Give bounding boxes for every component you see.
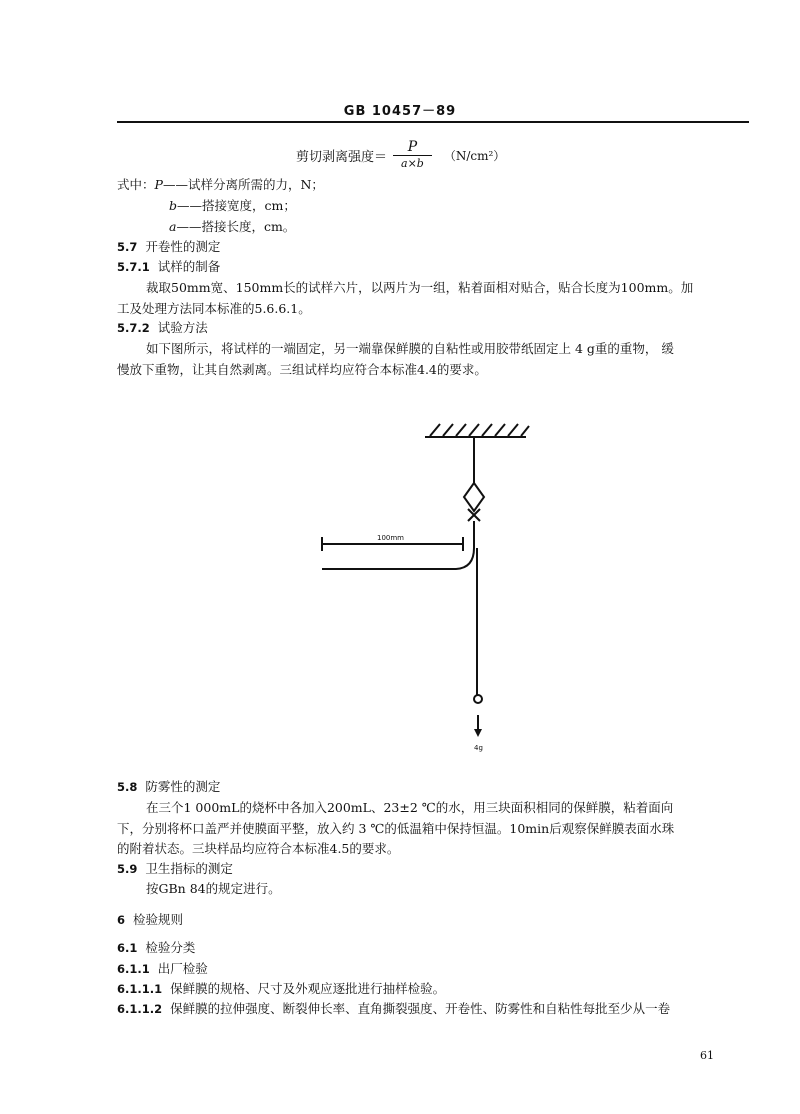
standard-code-header: GB 10457－89 [343, 104, 457, 119]
section-5-7-1-heading: 5.7.1 试样的制备 [117, 259, 221, 274]
page-number: 61 [700, 1049, 714, 1062]
weight-arrow-head [474, 729, 482, 737]
support-hatching [430, 424, 529, 436]
section-5-8-body-line-1: 在三个1 000mL的烧杯中各加入200mL、23±2 ℃的水，用三块面积相同的保鲜膜，粘着面向 [146, 800, 674, 815]
var-b-desc: ——搭接宽度，cm； [177, 198, 296, 213]
section-5-8-heading: 5.8 防雾性的测定 [117, 779, 221, 794]
section-6-1-1-2: 6.1.1.2 保鲜膜的拉伸强度、断裂伸长率、直角撕裂强度、开卷性、防雾性和自粘性每批至少从一卷 [117, 1001, 671, 1016]
section-5-9-heading: 5.9 卫生指标的测定 [117, 861, 233, 876]
formula-unit: （N/cm²） [443, 149, 506, 163]
section-5-7-heading: 5.7 开卷性的测定 [117, 239, 221, 254]
film-peel-bend [322, 548, 474, 569]
var-b: b [169, 198, 178, 213]
weight-label: 4g [474, 744, 483, 752]
section-6-1-1-1: 6.1.1.1 保鲜膜的规格、尺寸及外观应逐批进行抽样检验。 [117, 981, 446, 996]
where-intro: 式中： [117, 177, 155, 192]
section-5-7-2-heading: 5.7.2 试验方法 [117, 320, 208, 335]
section-5-7-1-body-line-1: 裁取50mm宽、150mm长的试样六片，以两片为一组，粘着面相对贴合，贴合长度为100mm。加 [146, 280, 694, 295]
section-5-7-2-body-line-2: 慢放下重物，让其自然剥离。三组试样均应符合本标准4.4的要求。 [117, 362, 487, 377]
var-a: a [169, 219, 177, 234]
formula-lhs: 剪切剥离强度＝ [296, 150, 388, 165]
section-6-1-1-heading: 6.1.1 出厂检验 [117, 961, 208, 976]
section-5-8-body-line-3: 的附着状态。三块样品均应符合本标准4.5的要求。 [117, 841, 400, 856]
section-6-heading: 6 检验规则 [117, 912, 184, 927]
section-5-8-body-line-2: 下，分别将杯口盖严并使膜面平整，放入约 3 ℃的低温箱中保持恒温。10min后观察保鲜膜表面水珠 [117, 821, 675, 836]
weight-ring [474, 695, 482, 703]
var-p-desc: ——试样分离所需的力，N； [162, 177, 324, 192]
formula-numerator: P [407, 139, 418, 155]
formula-denominator: a×b [393, 155, 432, 171]
section-5-7-2-body-line-1: 如下图所示，将试样的一端固定，另一端靠保鲜膜的自粘性或用胶带纸固定上 4 g重的重物， 缓 [146, 341, 674, 356]
section-5-7-1-body-line-2: 工及处理方法同本标准的5.6.6.1。 [117, 301, 311, 316]
var-p: P [154, 177, 163, 192]
clamp-diamond [464, 483, 484, 511]
section-6-1-heading: 6.1 检验分类 [117, 940, 196, 955]
length-label: 100mm [377, 534, 404, 542]
var-a-desc: ——搭接长度，cm。 [176, 219, 296, 234]
section-5-9-body: 按GBn 84的规定进行。 [146, 881, 281, 896]
